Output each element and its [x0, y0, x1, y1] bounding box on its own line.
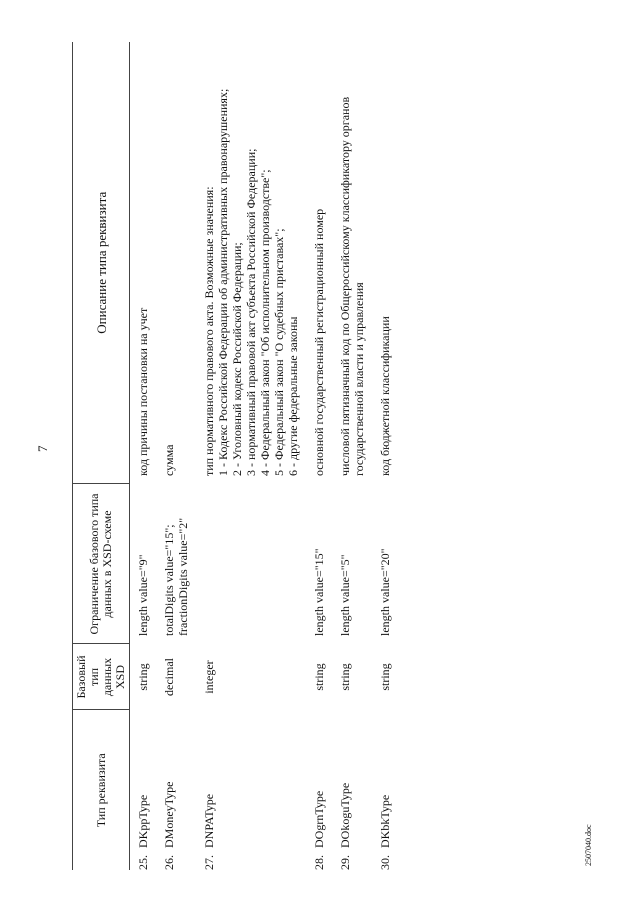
header-type-name: Тип реквизита — [73, 710, 130, 870]
type-cell — [130, 710, 157, 870]
row-number: 29. — [338, 855, 352, 870]
description-cell: числовой пятизначный код по Общероссийскому классификатору органов государственной власти и управления — [338, 96, 366, 476]
restriction-cell: totalDigits value="15"; fractionDigits value="2" — [162, 517, 190, 636]
table-row — [332, 42, 372, 870]
type-cell — [156, 710, 196, 870]
base-type-cell: integer — [202, 660, 216, 694]
restriction-cell: length value="9" — [136, 554, 150, 636]
header-restriction: Ограничение базового типа данных в XSD-схеме — [73, 484, 130, 644]
base-type-cell: string — [312, 663, 326, 691]
base-type-cell: string — [338, 663, 352, 691]
type-cell — [372, 710, 398, 870]
description-cell: сумма — [162, 444, 176, 476]
header-base-type: Базовый тип данных XSD — [73, 644, 130, 710]
row-number: 28. — [312, 855, 326, 870]
page-number: 7 — [35, 445, 50, 452]
type-cell — [196, 710, 306, 870]
row-number: 26. — [162, 855, 176, 870]
type-name: DNPAType — [202, 793, 216, 848]
table-header-row — [73, 42, 130, 870]
table-row — [196, 42, 306, 870]
restriction-cell: length value="15" — [312, 548, 326, 636]
restriction-cell: length value="20" — [378, 548, 392, 636]
header-description: Описание типа реквизита — [73, 42, 130, 484]
base-type-cell: decimal — [162, 658, 176, 696]
type-name: DMoneyType — [162, 781, 176, 848]
restriction-cell — [196, 484, 306, 644]
row-number: 30. — [378, 855, 392, 870]
table-row — [372, 42, 398, 870]
base-type-cell: string — [378, 663, 392, 691]
rotated-table-container — [72, 42, 558, 870]
type-name: DOkoguType — [338, 782, 352, 848]
table-row — [306, 42, 332, 870]
type-cell — [332, 710, 372, 870]
type-name: DKbkType — [378, 794, 392, 848]
restriction-cell: length value="5" — [338, 554, 352, 636]
description-cell: код причины постановки на учет — [136, 307, 150, 476]
description-cell: тип нормативного правового акта. Возможные значения: 1 - Кодекс Российской Федерации об административных правонарушениях; 2 - Уголовный кодекс Российской Федерации; 3 - нормативный правовой акт субъекта Российской Федерации; 4 - Федеральный закон "Об исполнительном производстве"; 5 - Федеральный закон "О судебных приставах"; 6 - другие федеральные законы — [202, 88, 300, 476]
table-row — [130, 42, 157, 870]
row-number: 27. — [202, 855, 216, 870]
row-number: 25. — [136, 855, 150, 870]
table-row — [156, 42, 196, 870]
requisite-types-table — [72, 42, 398, 870]
type-name: DKppType — [136, 794, 150, 848]
base-type-cell: string — [136, 663, 150, 691]
description-cell: код бюджетной классификации — [378, 316, 392, 476]
footer-filename: 2507040.doc — [584, 824, 593, 866]
description-cell: основной государственный регистрационный номер — [312, 208, 326, 476]
type-cell — [306, 710, 332, 870]
type-name: DOgrnType — [312, 790, 326, 848]
